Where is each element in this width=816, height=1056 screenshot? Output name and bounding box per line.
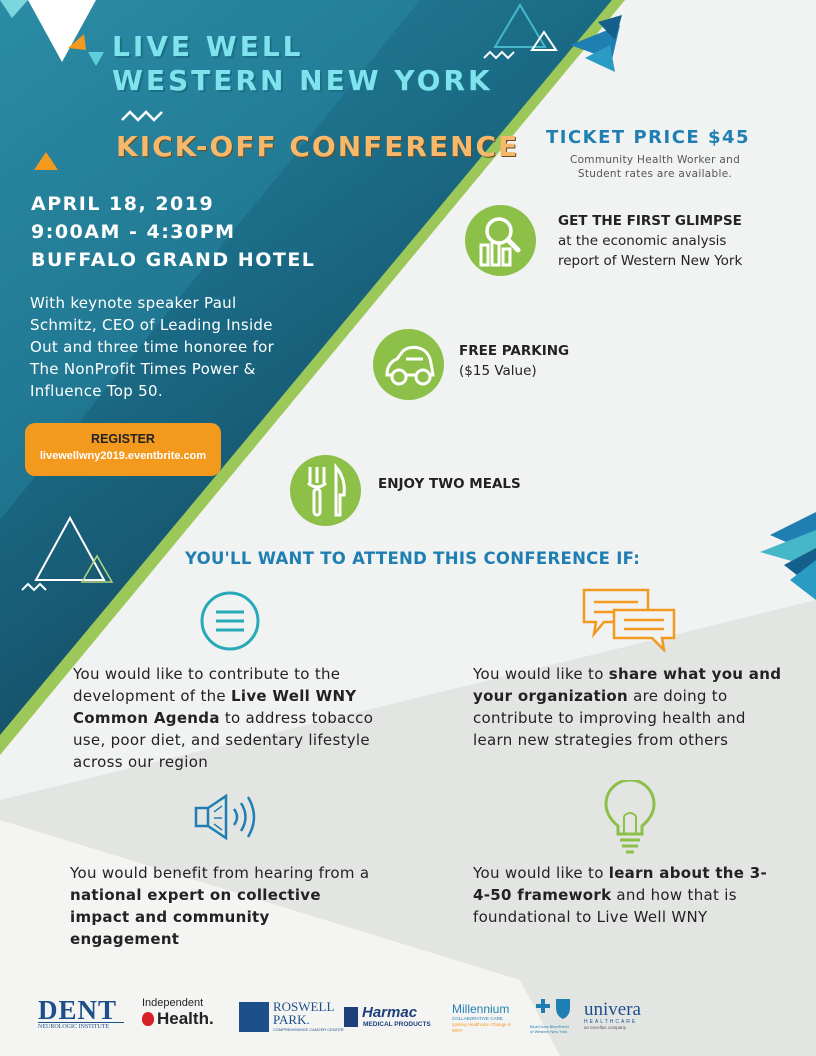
magnifier-chart-icon xyxy=(465,205,536,276)
speaker-icon xyxy=(194,792,260,842)
roswell-subtitle: COMPREHENSIVE CANCER CENTER xyxy=(273,1027,344,1032)
reasons-heading: YOU'LL WANT TO ATTEND THIS CONFERENCE IF: xyxy=(185,549,641,568)
reason-2 xyxy=(473,663,789,751)
millennium-logo xyxy=(452,1002,522,1034)
event-time: 9:00AM - 4:30PM xyxy=(31,221,236,243)
reason-3 xyxy=(70,862,380,950)
ticket-note xyxy=(560,153,750,181)
perk-icon-circle-2 xyxy=(373,329,444,400)
reason-2-bold: share what you and your organization xyxy=(473,665,782,705)
perk-icon-circle-3 xyxy=(290,455,361,526)
harmac-logo xyxy=(344,1006,444,1032)
ticket-price: TICKET PRICE $45 xyxy=(546,127,751,148)
list-lines-icon xyxy=(198,590,262,654)
chat-bubbles-icon xyxy=(582,588,678,652)
perk-text-1 xyxy=(558,211,758,271)
apple-icon xyxy=(142,1012,154,1026)
perk-rest-1: at the economic analysis report of Western New York xyxy=(558,233,743,269)
ticket-note-line-2: Student rates are available. xyxy=(577,168,733,180)
reason-1-text-a: You would like to contribute to the development of the xyxy=(73,665,341,705)
keynote-description: With keynote speaker Paul Schmitz, CEO of Leading Inside Out and three time honoree for The NonProfit Times Power & Influence Top 50. xyxy=(30,294,275,400)
ticket-note-line-1: Community Health Worker and xyxy=(569,154,741,166)
dent-logo xyxy=(38,995,124,1032)
register-label: REGISTER xyxy=(91,432,155,446)
reason-3-text-a: You would benefit from hearing from a xyxy=(70,864,370,882)
fork-knife-icon xyxy=(290,455,361,526)
register-url[interactable]: livewellwny2019.eventbrite.com xyxy=(39,450,207,462)
reason-3-bold: national expert on collective impact and community engagement xyxy=(70,886,321,948)
register-button[interactable] xyxy=(25,423,221,476)
bcbs-line-1: BlueCross BlueShield xyxy=(530,1024,569,1029)
univera-name: univera xyxy=(584,999,641,1020)
bcbs-line-2: of Western New York xyxy=(530,1029,568,1034)
reason-2-text-b: are doing to contribute to improving health and learn new strategies from others xyxy=(473,687,746,749)
event-venue: BUFFALO GRAND HOTEL xyxy=(31,249,316,271)
car-icon xyxy=(373,329,444,400)
roswell-line-2: PARK. xyxy=(273,1012,310,1027)
roswell-mark-icon xyxy=(239,1002,269,1032)
bcbs-logo xyxy=(530,998,578,1034)
perk-bold-3: ENJOY TWO MEALS xyxy=(378,476,521,492)
harmac-name: Harmac xyxy=(362,1004,418,1021)
title-line-2: WESTERN NEW YORK xyxy=(112,64,493,97)
independent-health-logo xyxy=(142,997,222,1033)
reason-4-text-a: You would like to xyxy=(473,864,609,882)
univera-subtitle: HEALTHCARE xyxy=(584,1019,638,1025)
ih-line-2: Health. xyxy=(157,1009,214,1028)
dent-logo-subtitle: NEUROLOGIC INSTITUTE xyxy=(38,1022,124,1030)
perk-icon-circle-1 xyxy=(465,205,536,276)
ih-line-1: Independent xyxy=(142,997,204,1009)
perk-bold-1: GET THE FIRST GLIMPSE xyxy=(558,213,742,229)
reason-4 xyxy=(473,862,773,928)
perk-bold-2: FREE PARKING xyxy=(459,343,570,359)
title-line-1: LIVE WELL xyxy=(112,30,304,63)
perk-text-2 xyxy=(459,341,659,381)
univera-tagline: an excellus company xyxy=(584,1025,627,1030)
reason-4-bold: learn about the 3-4-50 framework xyxy=(473,864,768,904)
event-date: APRIL 18, 2019 xyxy=(31,193,215,215)
roswell-line-1: ROSWELL xyxy=(273,999,335,1014)
millennium-subtitle: COLLABORATIVE CARE xyxy=(452,1016,503,1021)
millennium-tagline: Igniting Healthcare Change in WNY xyxy=(452,1022,512,1033)
harmac-mark-icon xyxy=(344,1007,358,1027)
conference-subtitle: KICK-OFF CONFERENCE xyxy=(116,130,520,163)
millennium-name: Millennium xyxy=(452,1002,510,1016)
reason-1-text-b: to address tobacco use, poor diet, and sedentary lifestyle across our region xyxy=(73,709,374,771)
lightbulb-icon xyxy=(602,780,658,856)
harmac-subtitle: MEDICAL PRODUCTS xyxy=(363,1021,431,1028)
reason-1 xyxy=(73,663,393,773)
dent-logo-name: DENT xyxy=(38,995,118,1025)
reason-4-text-b: and how that is foundational to Live Well WNY xyxy=(473,886,737,926)
cross-shield-icon xyxy=(530,998,578,1020)
univera-logo xyxy=(584,1000,654,1032)
reason-2-text-a: You would like to xyxy=(473,665,609,683)
perk-rest-2: ($15 Value) xyxy=(459,363,537,379)
reason-1-bold: Live Well WNY Common Agenda xyxy=(73,687,357,727)
perk-text-3 xyxy=(378,474,521,494)
roswell-park-logo xyxy=(239,999,344,1034)
